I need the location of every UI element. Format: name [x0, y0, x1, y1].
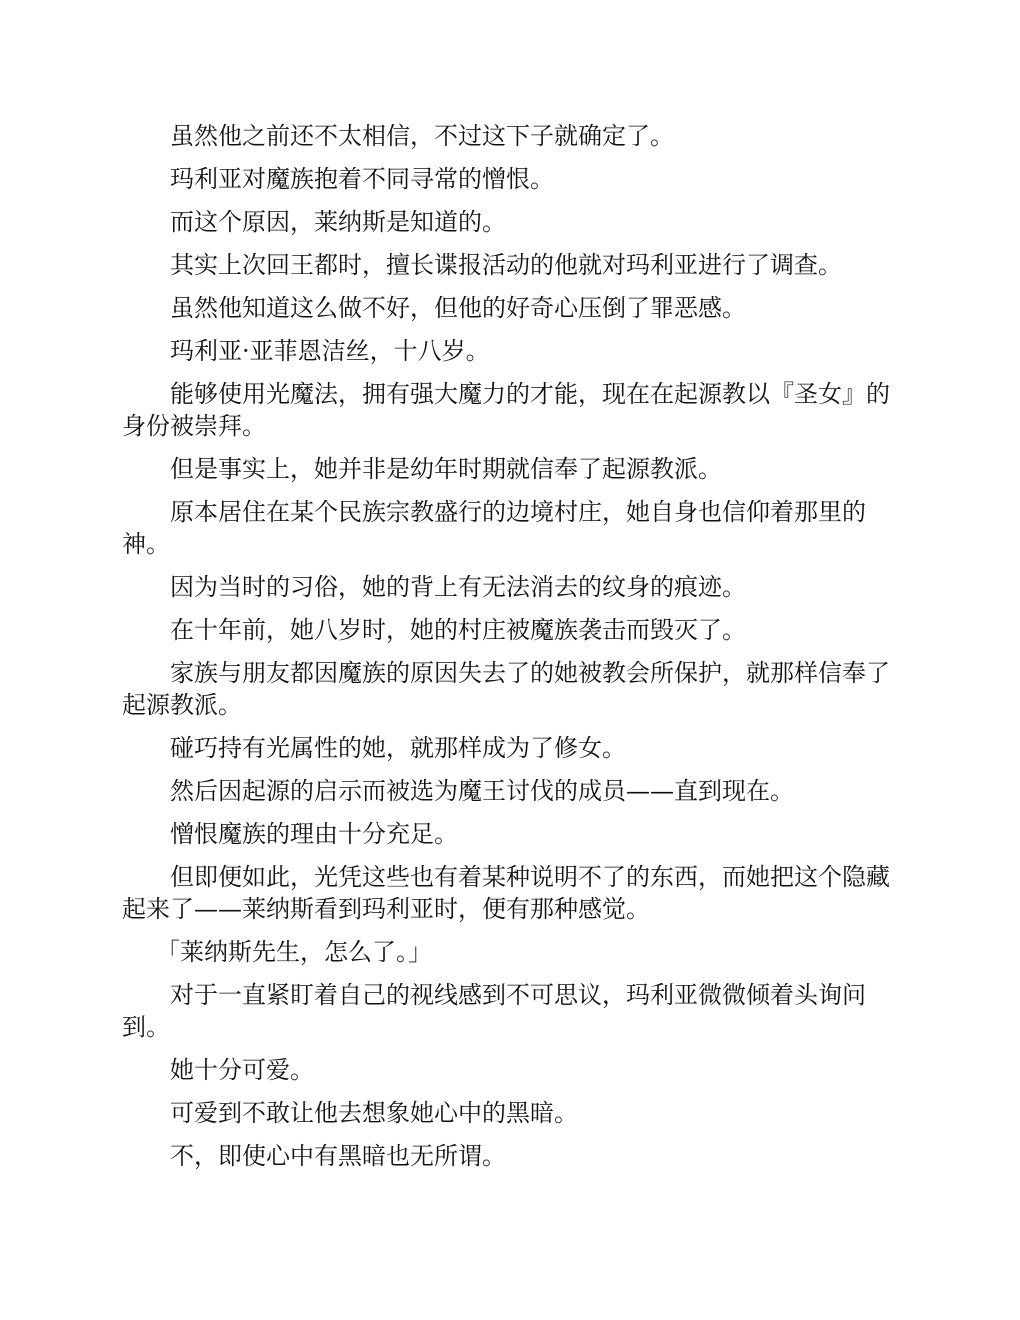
paragraph-18: 对于一直紧盯着自己的视线感到不可思议，玛利亚微微倾着头询问到。 [122, 981, 866, 1041]
paragraph-2: 玛利亚对魔族抱着不同寻常的憎恨。 [170, 165, 554, 193]
paragraph-21: 不，即使心中有黑暗也无所谓。 [170, 1142, 506, 1170]
paragraph-10: 因为当时的习俗，她的背上有无法消去的纹身的痕迹。 [170, 573, 746, 601]
paragraph-1: 虽然他之前还不太相信，不过这下子就确定了。 [170, 122, 674, 150]
paragraph-12: 家族与朋友都因魔族的原因失去了的她被教会所保护，就那样信奉了起源教派。 [122, 659, 890, 719]
paragraph-9: 原本居住在某个民族宗教盛行的边境村庄，她自身也信仰着那里的神。 [122, 498, 866, 558]
paragraph-11: 在十年前，她八岁时，她的村庄被魔族袭击而毁灭了。 [170, 616, 746, 644]
paragraph-3: 而这个原因，莱纳斯是知道的。 [170, 208, 506, 236]
paragraph-15: 憎恨魔族的理由十分充足。 [170, 820, 458, 848]
dialogue-line: 「莱纳斯先生，怎么了。」 [156, 938, 432, 966]
paragraph-20: 可爱到不敢让他去想象她心中的黑暗。 [170, 1099, 578, 1127]
paragraph-16: 但即便如此，光凭这些也有着某种说明不了的东西，而她把这个隐藏起来了——莱纳斯看到玛利亚时，便有那种感觉。 [122, 863, 890, 923]
paragraph-14: 然后因起源的启示而被选为魔王讨伐的成员——直到现在。 [170, 777, 794, 805]
paragraph-6: 玛利亚·亚菲恩洁丝，十八岁。 [170, 337, 490, 365]
paragraph-8: 但是事实上，她并非是幼年时期就信奉了起源教派。 [170, 455, 722, 483]
paragraph-5: 虽然他知道这么做不好，但他的好奇心压倒了罪恶感。 [170, 294, 746, 322]
paragraph-7: 能够使用光魔法，拥有强大魔力的才能，现在在起源教以『圣女』的身份被崇拜。 [122, 380, 890, 440]
paragraph-4: 其实上次回王都时，擅长谍报活动的他就对玛利亚进行了调查。 [170, 251, 842, 279]
document-page [122, 120, 898, 1183]
paragraph-13: 碰巧持有光属性的她，就那样成为了修女。 [170, 734, 626, 762]
paragraph-19: 她十分可爱。 [170, 1056, 314, 1084]
